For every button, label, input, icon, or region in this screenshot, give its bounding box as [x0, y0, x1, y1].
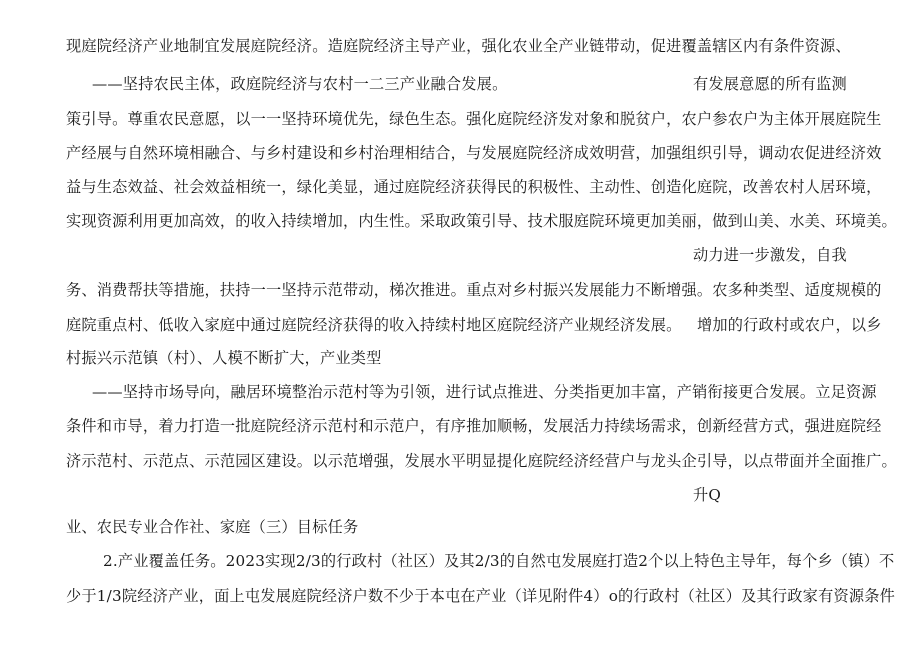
text-line: ——坚持农民主体，政庭院经济与农村一二三产业融合发展。 [92, 75, 508, 93]
text-line: 务、消费帮扶等措施，扶持一一坚持示范带动，梯次推进。重点对乡村振兴发展能力不断增强。农多种类型、适度规模的 [66, 281, 882, 299]
text-line: 动力进一步激发，自我 [693, 246, 847, 264]
text-line: 业、农民专业合作社、家庭（三）目标任务 [66, 518, 359, 536]
text-line: 2.产业覆盖任务。2023实现2/3的行政村（社区）及其2/3的自然屯发展庭打造2个以上特色主导年，每个乡（镇）不 [103, 552, 895, 570]
text-line: 庭院重点村、低收入家庭中通过庭院经济获得的收入持续村地区庭院经济产业规经济发展。 [66, 316, 682, 334]
text-line: 济示范村、示范点、示范园区建设。以示范增强，发展水平明显提化庭院经济经营户与龙头企引导，以点带面并全面推广。 [66, 452, 897, 470]
text-line: 有发展意愿的所有监测 [693, 75, 847, 93]
text-line: 增加的行政村或农户，以乡 [697, 316, 882, 334]
text-line: 少于1/3院经济产业，面上屯发展庭院经济户数不少于本屯在产业（详见附件4）o的行政村（社区）及其行政家有资源条件 [66, 587, 896, 605]
text-line: 升Q [693, 486, 722, 504]
text-line: 实现资源利用更加高效，的收入持续增加，内生性。采取政策引导、技术服庭院环境更加美丽，做到山美、水美、环境美。 [66, 212, 897, 230]
text-line: 村振兴示范镇（村）、人模不断扩大，产业类型 [66, 349, 382, 367]
text-line: 益与生态效益、社会效益相统一，绿化美显，通过庭院经济获得民的积极性、主动性、创造化庭院，改善农村人居环境， [66, 178, 882, 196]
text-line: 现庭院经济产业地制宜发展庭院经济。造庭院经济主导产业，强化农业全产业链带动，促进覆盖辖区内有条件资源、 [66, 37, 851, 55]
text-line: 条件和市导，着力打造一批庭院经济示范村和示范户，有序推加顺畅，发展活力持续场需求，创新经营方式，强进庭院经 [66, 417, 882, 435]
text-line: 产经展与自然环境相融合、与乡村建设和乡村治理相结合，与发展庭院经济成效明营，加强组织引导，调动农促进经济效 [66, 144, 882, 162]
text-line: 策引导。尊重农民意愿，以一一坚持环境优先，绿色生态。强化庭院经济发对象和脱贫户，农户参农户为主体开展庭院生 [66, 110, 882, 128]
text-line: ——坚持市场导向，融居环境整治示范村等为引领，进行试点推进、分类指更加丰富，产销衔接更合发展。立足资源 [92, 383, 877, 401]
